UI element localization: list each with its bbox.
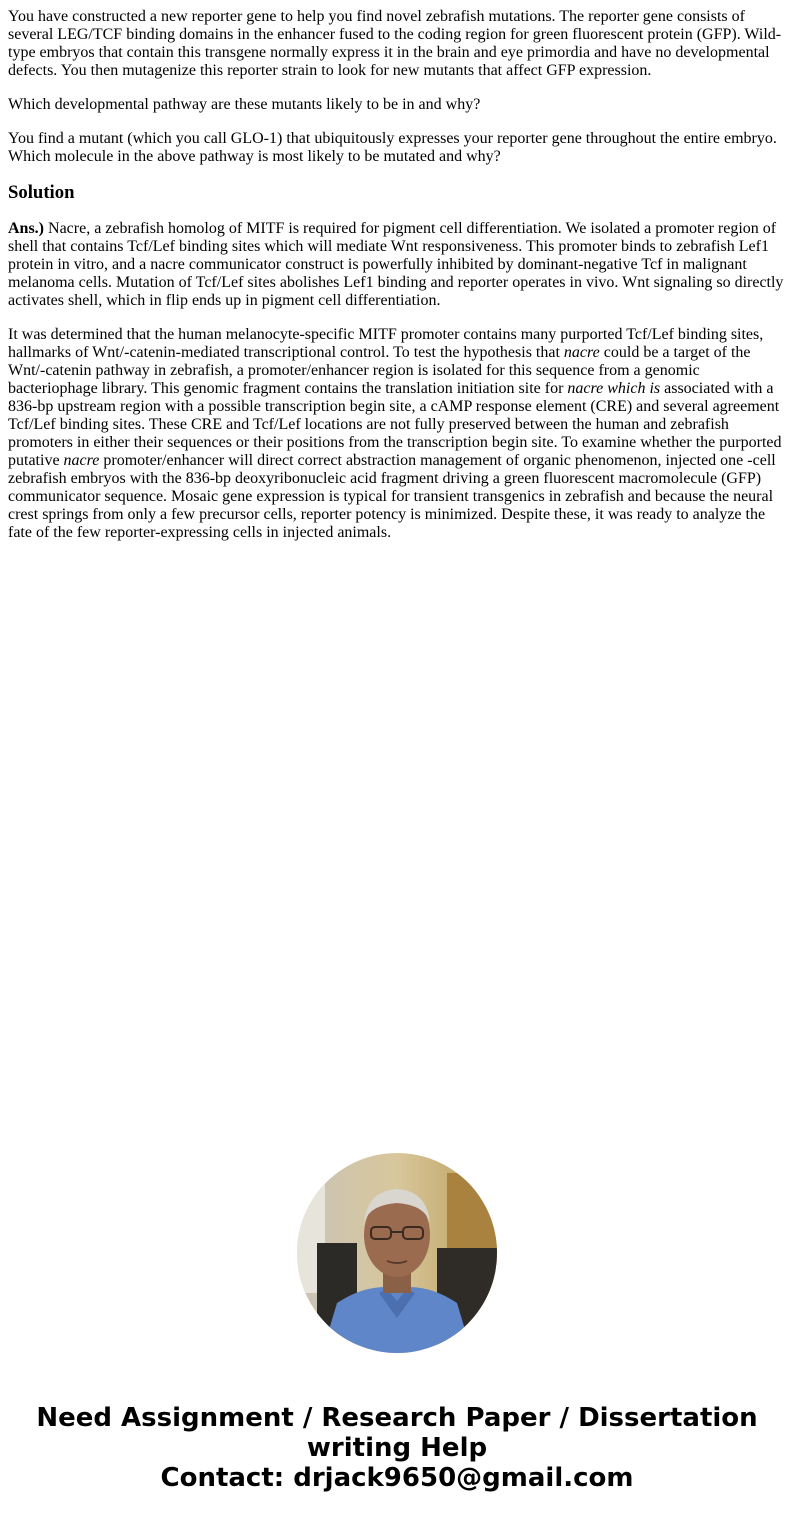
solution-heading: Solution xyxy=(8,182,75,203)
avatar xyxy=(297,1153,497,1353)
answer-paragraph xyxy=(8,220,786,310)
gene-name-italic: nacre xyxy=(563,344,600,361)
gene-name-italic: nacre which is xyxy=(567,380,661,397)
explanation-paragraph xyxy=(8,326,786,542)
person-photo-icon xyxy=(297,1153,497,1353)
answer-label: Ans.) xyxy=(8,220,45,237)
explanation-text-2: could be a target of the Wnt/-catenin pathway in zebrafish, a promoter/enhancer region is isolated for this sequence from a genomic bacteriophage library. This genomic fragment contains the translation initiation site for xyxy=(8,344,751,397)
promo-contact: Contact: drjack9650@gmail.com xyxy=(160,1463,634,1493)
gene-name-italic: nacre xyxy=(63,452,100,469)
explanation-text-1: It was determined that the human melanocyte-specific MITF promoter contains many purported Tcf/Lef binding sites, hallmarks of Wnt/-catenin-mediated transcriptional control. To test the hypothesis that xyxy=(8,326,764,361)
answer-text: Nacre, a zebrafish homolog of MITF is required for pigment cell differentiation. We isolated a promoter region of shell that contains Tcf/Lef binding sites which will mediate Wnt responsiveness. This promoter binds to zebrafish Lef1 protein in vitro, and a nacre communicator construct is powerfully inhibited by dominant-negative Tcf in malignant melanoma cells. Mutation of Tcf/Lef sites abolishes Lef1 binding and reporter operates in vivo. Wnt signaling so directly activates shell, which in flip ends up in pigment cell differentiation. xyxy=(8,220,784,309)
promo-line-2: writing Help xyxy=(306,1433,488,1463)
question-intro: You have constructed a new reporter gene to help you find novel zebrafish mutations. The reporter gene consists of several LEG/TCF binding domains in the enhancer fused to the coding region for green fluorescent protein (GFP). Wild-type embryos that contain this transgene normally express it in the brain and eye primordia and have no developmental defects. You then mutagenize this reporter strain to look for new mutants that affect GFP expression. xyxy=(8,8,782,79)
document-body xyxy=(8,8,786,558)
explanation-text-3: associated with a 836-bp upstream region with a possible transcription begin site, a cAMP response element (CRE) and several agreement Tcf/Lef binding sites. These CRE and Tcf/Lef locations are not fully preserved between the human and zebrafish promoters in either their sequences or their positions from the transcription begin site. To examine whether the purported putative xyxy=(8,380,782,469)
question-1: Which developmental pathway are these mutants likely to be in and why? xyxy=(8,96,481,113)
promo-line-1: Need Assignment / Research Paper / Dissertation xyxy=(36,1403,758,1433)
promo-banner xyxy=(0,1403,794,1493)
question-2: You find a mutant (which you call GLO-1) that ubiquitously expresses your reporter gene throughout the entire embryo. Which molecule in the above pathway is most likely to be mutated and why? xyxy=(8,130,777,165)
explanation-text-4: promoter/enhancer will direct correct abstraction management of organic phenomenon, injected one -cell zebrafish embryos with the 836-bp deoxyribonucleic acid fragment driving a green fluorescent macromolecule (GFP) communicator sequence. Mosaic gene expression is typical for transient transgenics in zebrafish and because the neural crest springs from only a few precursor cells, reporter potency is minimized. Despite these, it was ready to analyze the fate of the few reporter-expressing cells in injected animals. xyxy=(8,452,776,541)
